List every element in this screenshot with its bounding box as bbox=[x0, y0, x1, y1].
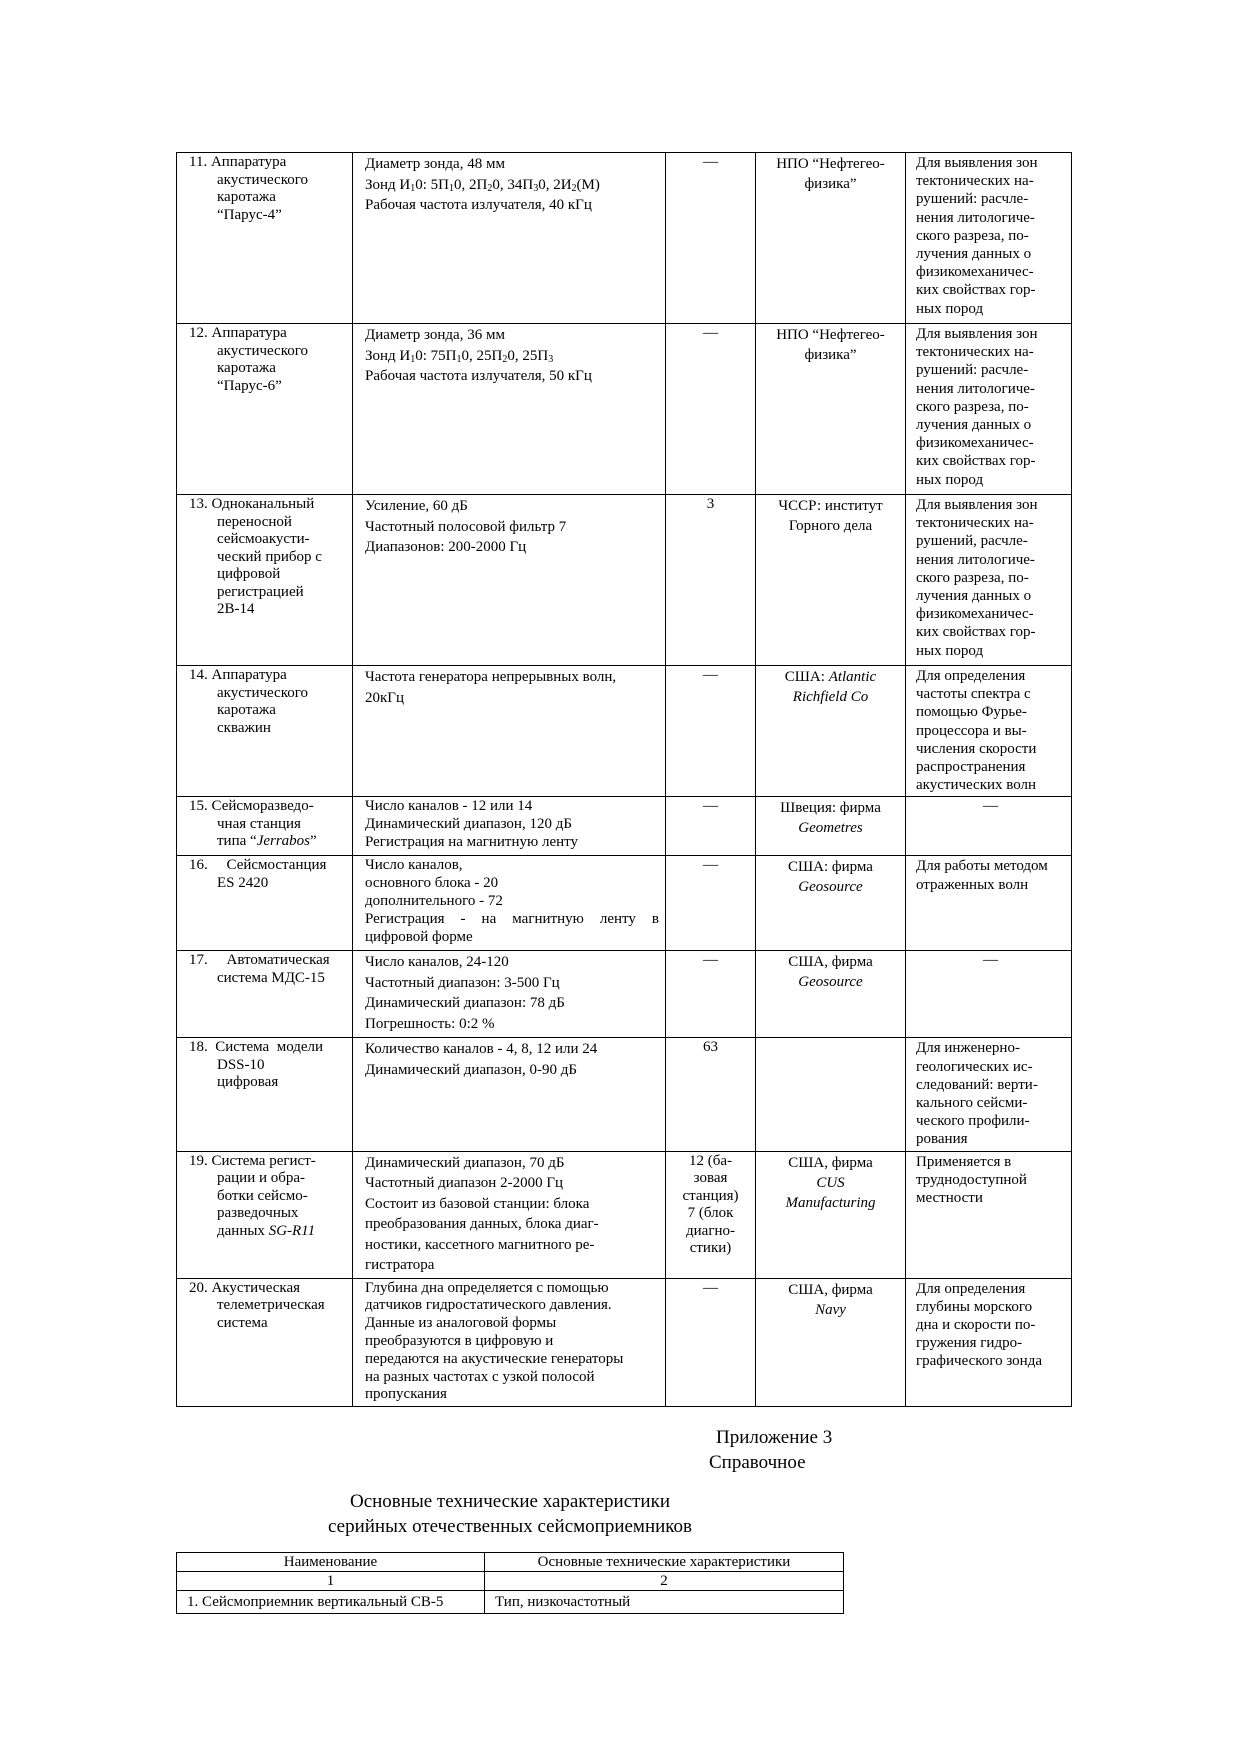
equipment-name bbox=[177, 856, 353, 951]
manufacturer-line: США: Atlantic bbox=[784, 669, 877, 685]
purpose-line: отраженных волн bbox=[916, 876, 1029, 893]
spec-line: Число каналов - 12 или 14 bbox=[365, 798, 533, 815]
table-row bbox=[177, 1278, 1072, 1407]
equipment-name-line: 17. Автоматическая bbox=[189, 952, 330, 969]
spec-line: основного блока - 20 bbox=[365, 875, 499, 892]
equipment-name-line: регистрацией bbox=[217, 583, 304, 600]
purpose-line: тектонических на- bbox=[916, 173, 1034, 190]
equipment-name-line: акустического bbox=[217, 171, 309, 188]
manufacturer-line: физика” bbox=[804, 347, 857, 363]
purpose-line: глубины морского bbox=[916, 1298, 1033, 1315]
equipment-name-line: ботки сейсмо- bbox=[217, 1187, 308, 1204]
equipment-name-line: “Парус-4” bbox=[217, 206, 282, 223]
purpose-line: тектонических на- bbox=[916, 344, 1034, 361]
spec-line: 20кГц bbox=[365, 689, 404, 706]
purpose-line: ких свойствах гор- bbox=[916, 624, 1036, 641]
purpose-line: тектонических на- bbox=[916, 515, 1034, 532]
spec-line: Погрешность: 0:2 % bbox=[365, 1015, 495, 1032]
appendix-type: Справочное bbox=[709, 1452, 806, 1473]
purpose-line: физикомеханичес- bbox=[916, 435, 1034, 452]
spec-line: Регистрация на магнитную ленту bbox=[365, 834, 578, 851]
equipment-name-line: 11. Аппаратура bbox=[189, 154, 287, 170]
spec-line: Диаметр зонда, 48 мм bbox=[365, 156, 505, 172]
purpose-line: ных пород bbox=[916, 300, 984, 317]
appendix-number: Приложение 3 bbox=[716, 1427, 833, 1448]
equipment-purpose bbox=[906, 153, 1072, 324]
equipment-name-line: 2В-14 bbox=[217, 601, 255, 617]
equipment-name-line: цифровой bbox=[217, 566, 281, 582]
purpose-line: ких свойствах гор- bbox=[916, 282, 1036, 299]
purpose-line: — bbox=[983, 952, 998, 969]
equipment-manufacturer bbox=[756, 1278, 906, 1407]
equipment-manufacturer bbox=[756, 324, 906, 495]
equipment-specs bbox=[353, 797, 666, 856]
equipment-quantity: 63 bbox=[666, 1038, 756, 1151]
equipment-purpose bbox=[906, 1278, 1072, 1407]
header-characteristics: Основные технические характеристики bbox=[485, 1553, 844, 1572]
manufacturer-line: США: фирма bbox=[788, 859, 873, 876]
purpose-line: лучения данных о bbox=[916, 588, 1032, 605]
equipment-name bbox=[177, 495, 353, 666]
purpose-line: дна и скорости по- bbox=[916, 1317, 1036, 1334]
table-row bbox=[177, 1038, 1072, 1151]
manufacturer-line: Горного дела bbox=[788, 518, 873, 534]
purpose-line: нения литологиче- bbox=[916, 551, 1035, 568]
purpose-line: числения скорости bbox=[916, 740, 1037, 757]
table-row bbox=[177, 495, 1072, 666]
spec-line: Диаметр зонда, 36 мм bbox=[365, 327, 505, 343]
header-name: Наименование bbox=[177, 1553, 485, 1572]
spec-line: гистратора bbox=[365, 1257, 435, 1274]
spec-line: Число каналов, bbox=[365, 857, 463, 874]
equipment-manufacturer bbox=[756, 856, 906, 951]
manufacturer-line: Manufacturing bbox=[785, 1194, 876, 1211]
purpose-line: — bbox=[983, 798, 998, 815]
purpose-line: Применяется в bbox=[916, 1153, 1012, 1170]
table-row bbox=[177, 666, 1072, 797]
manufacturer-line: США, фирма bbox=[788, 1281, 873, 1298]
purpose-line: ского разреза, по- bbox=[916, 227, 1029, 244]
equipment-purpose bbox=[906, 797, 1072, 856]
equipment-purpose bbox=[906, 856, 1072, 951]
spec-line: Частотный диапазон 2-2000 Гц bbox=[365, 1175, 564, 1192]
equipment-manufacturer bbox=[756, 797, 906, 856]
equipment-quantity: — bbox=[666, 666, 756, 797]
equipment-name bbox=[177, 1278, 353, 1407]
spec-line: пропускания bbox=[365, 1386, 447, 1403]
equipment-specs bbox=[353, 1038, 666, 1151]
manufacturer-line: Geometres bbox=[798, 820, 863, 837]
equipment-purpose bbox=[906, 666, 1072, 797]
purpose-line: Для определения bbox=[916, 1280, 1026, 1297]
equipment-manufacturer bbox=[756, 1151, 906, 1278]
spec-line: Динамический диапазон, 0-90 дБ bbox=[365, 1061, 577, 1078]
manufacturer-line: США, фирма bbox=[788, 954, 873, 971]
seismometer-name: 1. Сейсмоприемник вертикальный СВ-5 bbox=[177, 1591, 485, 1614]
equipment-quantity: — bbox=[666, 1278, 756, 1407]
equipment-manufacturer bbox=[756, 1038, 906, 1151]
equipment-name-line: типа “Jerrabos” bbox=[217, 833, 317, 850]
spec-line: передаются на акустические генераторы bbox=[365, 1350, 624, 1367]
manufacturer-line: Швеция: фирма bbox=[780, 800, 881, 817]
purpose-line: лучения данных о bbox=[916, 246, 1032, 263]
table-row bbox=[177, 324, 1072, 495]
purpose-line: процессора и вы- bbox=[916, 722, 1027, 739]
equipment-quantity: — bbox=[666, 856, 756, 951]
equipment-table-body bbox=[177, 153, 1072, 1407]
equipment-quantity: — bbox=[666, 797, 756, 856]
equipment-name-line: DSS-10 bbox=[217, 1056, 265, 1073]
equipment-name-line: рации и обра- bbox=[217, 1170, 306, 1187]
manufacturer-line: Richfield Co bbox=[792, 689, 869, 705]
spec-line: Частотный полосовой фильтр 7 bbox=[365, 518, 567, 535]
purpose-line: рушений: расчле- bbox=[916, 191, 1029, 208]
spec-line: Частотный диапазон: 3-500 Гц bbox=[365, 974, 560, 991]
purpose-line: ского разреза, по- bbox=[916, 569, 1029, 586]
equipment-name-line: 14. Аппаратура bbox=[189, 667, 287, 683]
equipment-name bbox=[177, 324, 353, 495]
purpose-line: труднодоступной bbox=[916, 1171, 1027, 1188]
seismometer-characteristics: Тип, низкочастотный bbox=[485, 1591, 844, 1614]
equipment-name-line: данных SG-R11 bbox=[217, 1222, 316, 1239]
table-row bbox=[177, 153, 1072, 324]
equipment-name bbox=[177, 1151, 353, 1278]
equipment-name-line: 15. Сейсморазведо- bbox=[189, 798, 314, 815]
equipment-table bbox=[176, 152, 1072, 1407]
spec-line: Количество каналов - 4, 8, 12 или 24 bbox=[365, 1041, 598, 1058]
spec-line: Частота генератора непрерывных волн, bbox=[365, 669, 617, 685]
purpose-line: следований: верти- bbox=[916, 1076, 1038, 1093]
equipment-name-line: 20. Акустическая bbox=[189, 1279, 300, 1296]
purpose-line: ких свойствах гор- bbox=[916, 453, 1036, 470]
manufacturer-line: ЧССР: институт bbox=[778, 498, 883, 514]
seismometer-table-numbers bbox=[177, 1572, 844, 1591]
spec-line: Динамический диапазон, 120 дБ bbox=[365, 816, 572, 833]
equipment-name-line: 13. Одноканальный bbox=[189, 496, 315, 512]
manufacturer-line: Navy bbox=[815, 1301, 846, 1318]
spec-line: Диапазонов: 200-2000 Гц bbox=[365, 539, 527, 555]
purpose-line: рования bbox=[916, 1131, 968, 1148]
equipment-purpose bbox=[906, 951, 1072, 1038]
purpose-line: Для работы методом bbox=[916, 858, 1048, 875]
spec-line: дополнительного - 72 bbox=[365, 893, 503, 910]
purpose-line: графического зонда bbox=[916, 1353, 1042, 1370]
spec-line: Глубина дна определяется с помощью bbox=[365, 1279, 609, 1296]
equipment-specs bbox=[353, 495, 666, 666]
equipment-quantity: 3 bbox=[666, 495, 756, 666]
manufacturer-line: CUS bbox=[816, 1174, 845, 1191]
table-row bbox=[177, 856, 1072, 951]
spec-line: Динамический диапазон, 70 дБ bbox=[365, 1154, 565, 1171]
manufacturer-line: НПО “Нефтегео- bbox=[776, 327, 885, 343]
equipment-specs bbox=[353, 1151, 666, 1278]
purpose-line: нения литологиче- bbox=[916, 380, 1035, 397]
spec-line: Состоит из базовой станции: блока bbox=[365, 1195, 590, 1212]
spec-line: Число каналов, 24-120 bbox=[365, 954, 509, 971]
spec-line: Рабочая частота излучателя, 50 кГц bbox=[365, 368, 592, 384]
equipment-quantity: — bbox=[666, 153, 756, 324]
purpose-line: нения литологиче- bbox=[916, 209, 1035, 226]
spec-line: цифровой форме bbox=[365, 928, 473, 945]
equipment-name-line: разведочных bbox=[217, 1205, 299, 1222]
equipment-purpose bbox=[906, 1151, 1072, 1278]
equipment-name-line: 12. Аппаратура bbox=[189, 325, 287, 341]
equipment-specs bbox=[353, 856, 666, 951]
purpose-line: Для инженерно- bbox=[916, 1040, 1020, 1057]
spec-line: ностики, кассетного магнитного ре- bbox=[365, 1236, 595, 1253]
spec-line: Рабочая частота излучателя, 40 кГц bbox=[365, 197, 592, 213]
manufacturer-line: США, фирма bbox=[788, 1154, 873, 1171]
column-number-2: 2 bbox=[485, 1572, 844, 1591]
equipment-specs bbox=[353, 1278, 666, 1407]
equipment-quantity: 12 (ба- зовая станция) 7 (блок диагно- стики) bbox=[666, 1151, 756, 1278]
equipment-name-line: 19. Система регист- bbox=[189, 1152, 316, 1169]
purpose-line: ных пород bbox=[916, 471, 984, 488]
equipment-name-line: 18. Система модели bbox=[189, 1039, 324, 1056]
seismometer-table-header bbox=[177, 1553, 844, 1572]
equipment-name bbox=[177, 153, 353, 324]
purpose-line: акустических волн bbox=[916, 777, 1037, 794]
equipment-manufacturer bbox=[756, 951, 906, 1038]
manufacturer-line: физика” bbox=[804, 176, 857, 192]
purpose-line: частоты спектра с bbox=[916, 686, 1031, 703]
purpose-line: Для выявления зон bbox=[916, 326, 1038, 342]
purpose-line: физикомеханичес- bbox=[916, 606, 1034, 623]
spec-line: Зонд $И_10$: $5П_10$, $2П_20$, $34П_30$, $2И_2(М)$ bbox=[365, 176, 600, 194]
equipment-name-line: “Парус-6” bbox=[217, 377, 282, 394]
purpose-line: физикомеханичес- bbox=[916, 264, 1034, 281]
equipment-name bbox=[177, 666, 353, 797]
purpose-line: ных пород bbox=[916, 642, 984, 659]
equipment-name bbox=[177, 1038, 353, 1151]
equipment-name-line: ческий прибор с bbox=[217, 548, 322, 565]
equipment-name-line: акустического bbox=[217, 684, 309, 701]
purpose-line: помощью Фурье- bbox=[916, 704, 1027, 721]
equipment-name-line: каротажа bbox=[217, 189, 276, 205]
spec-line: Данные из аналоговой формы bbox=[365, 1315, 557, 1332]
manufacturer-line: НПО “Нефтегео- bbox=[776, 156, 885, 172]
spec-line: преобразования данных, блока диаг- bbox=[365, 1216, 599, 1233]
purpose-line: местности bbox=[916, 1190, 983, 1207]
equipment-name-line: переносной bbox=[217, 513, 292, 530]
equipment-purpose bbox=[906, 1038, 1072, 1151]
spec-line: Зонд $И_10$: $75П_10$, $25П_20$, $25П_3$ bbox=[365, 347, 554, 365]
purpose-line: ческого профили- bbox=[916, 1113, 1030, 1130]
equipment-name-line: акустического bbox=[217, 342, 309, 359]
spec-line: Динамический диапазон: 78 дБ bbox=[365, 995, 565, 1012]
table-row bbox=[177, 797, 1072, 856]
equipment-name-line: каротажа bbox=[217, 360, 276, 376]
purpose-line: Для выявления зон bbox=[916, 497, 1038, 513]
purpose-line: гружения гидро- bbox=[916, 1335, 1023, 1352]
section-title-line2: серийных отечественных сейсмоприемников bbox=[327, 1516, 693, 1537]
equipment-quantity: — bbox=[666, 324, 756, 495]
table-row bbox=[177, 1151, 1072, 1278]
equipment-manufacturer bbox=[756, 153, 906, 324]
equipment-purpose bbox=[906, 495, 1072, 666]
table-row bbox=[177, 951, 1072, 1038]
equipment-quantity: — bbox=[666, 951, 756, 1038]
purpose-line: лучения данных о bbox=[916, 417, 1032, 434]
equipment-purpose bbox=[906, 324, 1072, 495]
equipment-name-line: цифровая bbox=[217, 1074, 279, 1091]
seismometer-table bbox=[176, 1552, 844, 1614]
equipment-name-line: 16. Сейсмостанция bbox=[189, 857, 327, 874]
equipment-name-line: скважин bbox=[217, 719, 271, 736]
equipment-specs bbox=[353, 951, 666, 1038]
equipment-name-line: система МДС-15 bbox=[217, 969, 325, 986]
spec-line: преобразуются в цифровую и bbox=[365, 1333, 554, 1350]
equipment-name-line: чная станция bbox=[217, 815, 301, 832]
purpose-line: распространения bbox=[916, 759, 1026, 776]
equipment-name bbox=[177, 951, 353, 1038]
purpose-line: рушений: расчле- bbox=[916, 362, 1029, 379]
equipment-name-line: система bbox=[217, 1314, 268, 1331]
spec-line: датчиков гидростатического давления. bbox=[365, 1297, 612, 1314]
equipment-specs bbox=[353, 153, 666, 324]
purpose-line: геологических ис- bbox=[916, 1058, 1033, 1075]
section-title-line1: Основные технические характеристики bbox=[349, 1491, 670, 1512]
equipment-name-line: телеметрическая bbox=[217, 1297, 325, 1314]
equipment-name bbox=[177, 797, 353, 856]
purpose-line: Для определения bbox=[916, 668, 1026, 684]
spec-line: на разных частотах с узкой полосой bbox=[365, 1368, 595, 1385]
spec-line: Усиление, 60 дБ bbox=[365, 498, 468, 514]
equipment-name-line: каротажа bbox=[217, 702, 276, 718]
column-number-1: 1 bbox=[177, 1572, 485, 1591]
table-row bbox=[177, 1591, 844, 1614]
equipment-name-line: сейсмоакусти- bbox=[217, 531, 310, 547]
purpose-line: Для выявления зон bbox=[916, 155, 1038, 171]
manufacturer-line: Geosource bbox=[798, 879, 863, 896]
equipment-name-line: ES 2420 bbox=[217, 874, 269, 891]
equipment-specs bbox=[353, 324, 666, 495]
equipment-manufacturer bbox=[756, 666, 906, 797]
purpose-line: рушений, расчле- bbox=[916, 533, 1028, 550]
spec-line: Регистрация - на магнитную ленту в bbox=[365, 910, 659, 927]
purpose-line: ского разреза, по- bbox=[916, 398, 1029, 415]
equipment-specs bbox=[353, 666, 666, 797]
purpose-line: кального сейсми- bbox=[916, 1095, 1028, 1112]
equipment-manufacturer bbox=[756, 495, 906, 666]
manufacturer-line: Geosource bbox=[798, 974, 863, 991]
